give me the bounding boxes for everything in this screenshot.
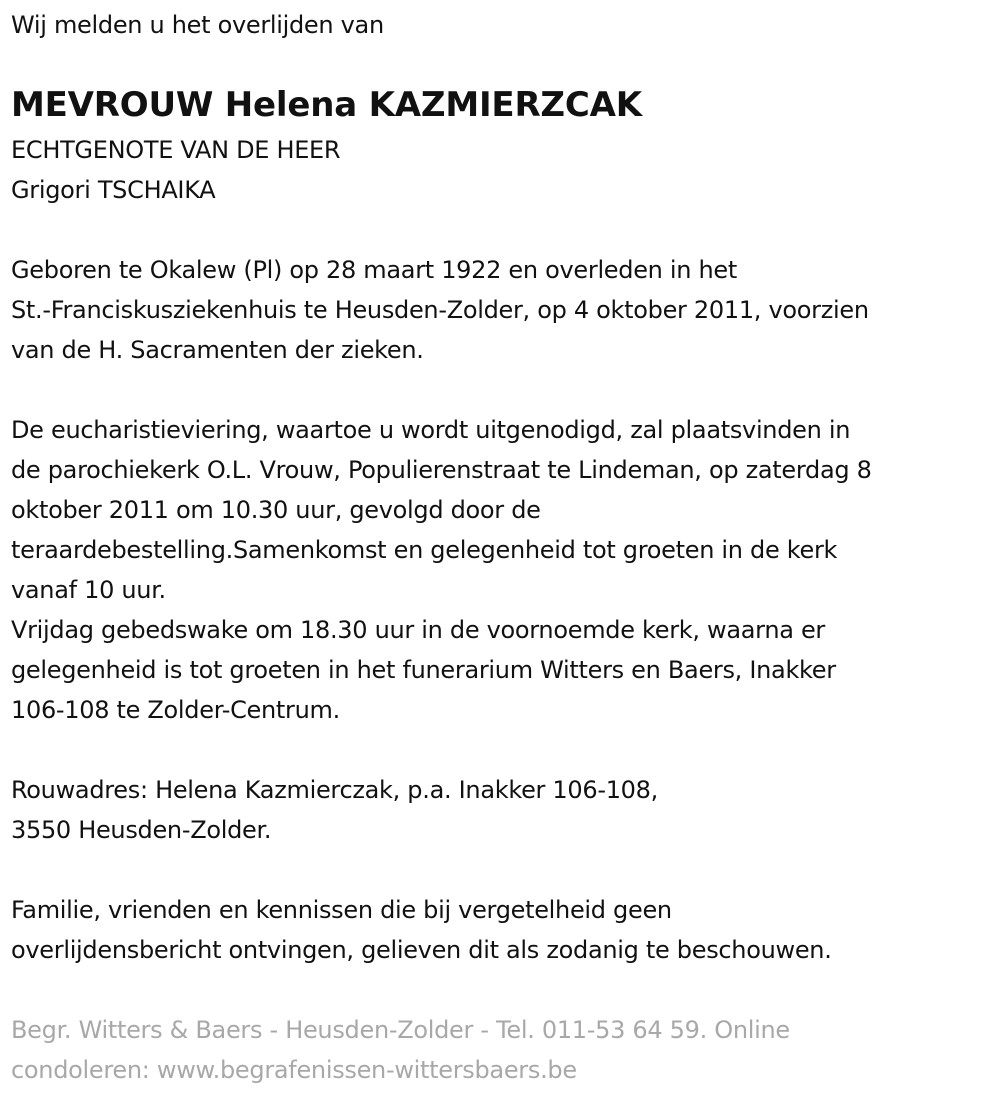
paragraph-line: vanaf 10 uur. (11, 576, 166, 604)
paragraph-line: teraardebestelling.Samenkomst en gelegenheid tot groeten in de kerk (11, 536, 838, 564)
death-notice (0, 5, 1000, 1090)
deceased-name: MEVROUW Helena KAZMIERZCAK (11, 85, 642, 125)
intro-text: Wij melden u het overlijden van (11, 11, 384, 39)
birth-death-paragraph (11, 250, 1000, 370)
paragraph-line: overlijdensbericht ontvingen, gelieven dit als zodanig te beschouwen. (11, 936, 832, 964)
paragraph-line: Familie, vrienden en kennissen die bij vergetelheid geen (11, 896, 672, 924)
spouse-label: ECHTGENOTE VAN DE HEER (11, 136, 341, 164)
funeral-home-footer (11, 1010, 1000, 1090)
footer-line: Begr. Witters & Baers - Heusden-Zolder - Tel. 011-53 64 59. Online (11, 1016, 790, 1044)
address-line: Rouwadres: Helena Kazmierczak, p.a. Inakker 106-108, (11, 776, 658, 804)
spacer (11, 970, 1000, 1010)
spouse-name: Grigori TSCHAIKA (11, 176, 216, 204)
ceremony-paragraph (11, 410, 1000, 730)
spacer (11, 730, 1000, 770)
paragraph-line: Vrijdag gebedswake om 18.30 uur in de voornoemde kerk, waarna er (11, 616, 826, 644)
mourning-address (11, 770, 1000, 850)
paragraph-line: de parochiekerk O.L. Vrouw, Populierenstraat te Lindeman, op zaterdag 8 (11, 456, 872, 484)
spacer (11, 370, 1000, 410)
paragraph-line: 106-108 te Zolder-Centrum. (11, 696, 340, 724)
paragraph-line: De eucharistieviering, waartoe u wordt uitgenodigd, zal plaatsvinden in (11, 416, 851, 444)
paragraph-line: oktober 2011 om 10.30 uur, gevolgd door de (11, 496, 541, 524)
address-line: 3550 Heusden-Zolder. (11, 816, 272, 844)
footer-line: condoleren: www.begrafenissen-wittersbaers.be (11, 1056, 577, 1084)
paragraph-line: Geboren te Okalew (Pl) op 28 maart 1922 en overleden in het (11, 256, 738, 284)
paragraph-line: van de H. Sacramenten der zieken. (11, 336, 424, 364)
paragraph-line: gelegenheid is tot groeten in het funerarium Witters en Baers, Inakker (11, 656, 836, 684)
closing-paragraph (11, 890, 1000, 970)
spacer (11, 850, 1000, 890)
spacer (11, 210, 1000, 250)
paragraph-line: St.-Franciskusziekenhuis te Heusden-Zolder, op 4 oktober 2011, voorzien (11, 296, 869, 324)
